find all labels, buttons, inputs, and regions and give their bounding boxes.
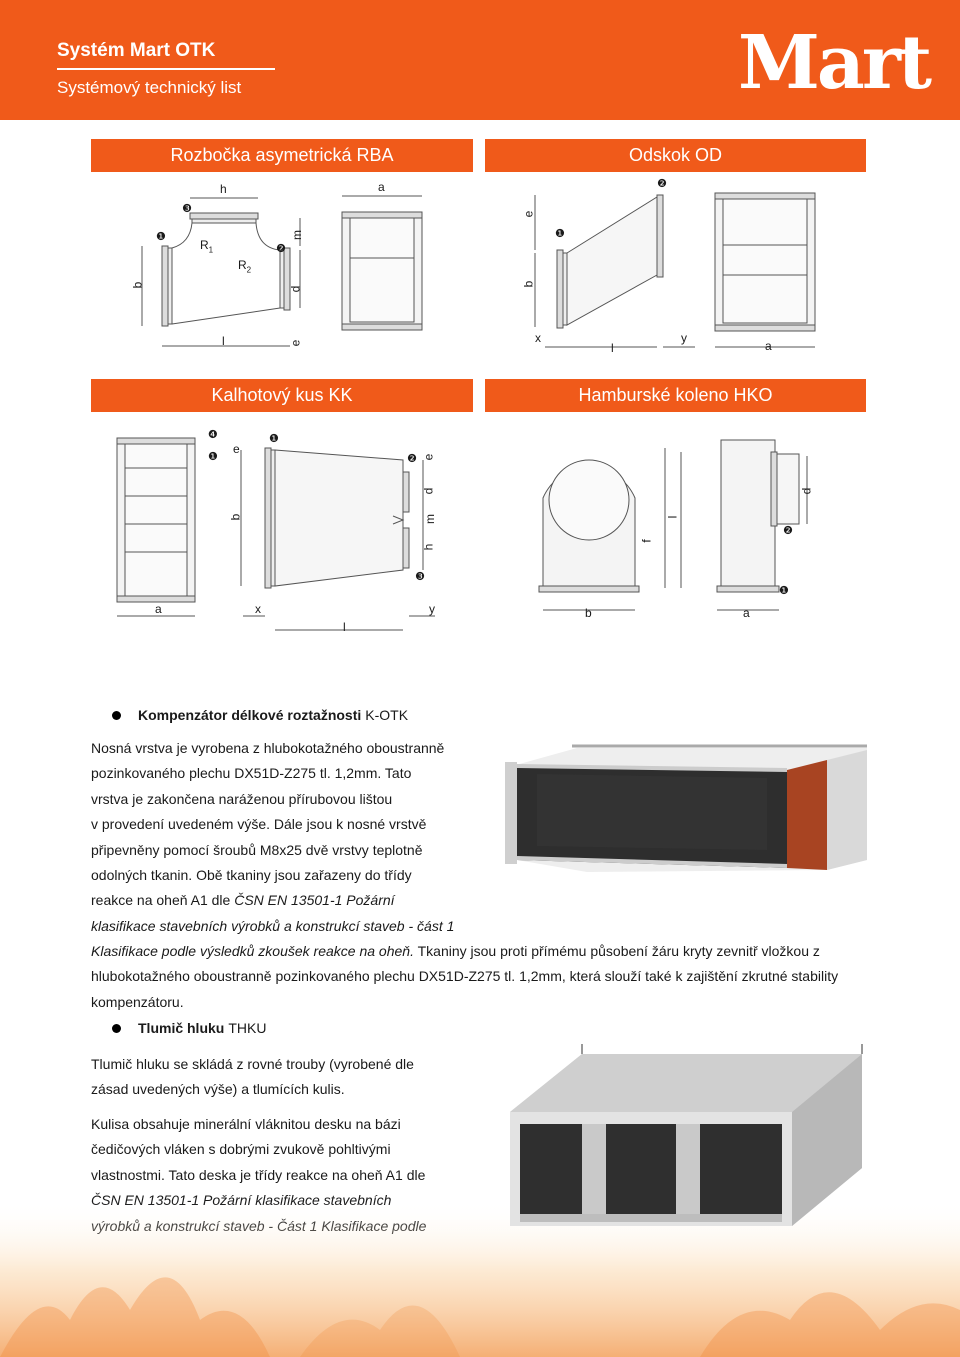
dim-label: a bbox=[378, 180, 385, 194]
dim-label: y bbox=[429, 602, 435, 616]
dim-label: e bbox=[421, 453, 436, 461]
text-line: Kulisa obsahuje minerální vláknitou desku na bázi bbox=[91, 1116, 401, 1132]
bullet-kotk bbox=[112, 707, 408, 723]
dim-label: d bbox=[288, 285, 303, 293]
kotk-paragraph-cont bbox=[91, 939, 871, 1015]
dim-label: h bbox=[421, 543, 436, 551]
section-title-kk: Kalhotový kus KK bbox=[91, 379, 473, 412]
dim-label: x bbox=[255, 602, 261, 616]
text-line: klasifikace stavebních výrobků a konstrukcí staveb - část 1 bbox=[91, 917, 455, 934]
text-line: Klasifikace podle výsledků zkoušek reakce na oheň. Tkaniny jsou proti přímému působení žáru kryty zevnitř vložkou z bbox=[91, 943, 820, 959]
dim-label: b bbox=[585, 606, 592, 620]
kk-diagram bbox=[115, 420, 455, 640]
bullet-title: Kompenzátor délkové roztažnosti bbox=[138, 707, 362, 723]
hko-diagram bbox=[535, 428, 835, 628]
text-line: Nosná vrstva je vyrobena z hlubokotažného oboustranně bbox=[91, 740, 445, 756]
text-line: v provedení uvedeném výše. Dále jsou k nosné vrstvě bbox=[91, 816, 427, 833]
text-line: pozinkovaného plechu DX51D-Z275 tl. 1,2mm. Tato bbox=[91, 765, 412, 782]
dim-label: b bbox=[130, 281, 145, 289]
bullet-dot-icon bbox=[112, 711, 121, 720]
kotk-photo bbox=[497, 740, 882, 895]
text-line: reakce na oheň A1 dle ČSN EN 13501-1 Požární bbox=[91, 892, 395, 909]
bullet-dot-icon bbox=[112, 1024, 121, 1033]
dim-label: f bbox=[639, 539, 654, 543]
kotk-paragraph bbox=[91, 736, 471, 939]
section-title-rba: Rozbočka asymetrická RBA bbox=[91, 139, 473, 172]
marker-1: ❶ bbox=[208, 451, 218, 463]
text-line: zásad uvedených výše) a tlumících kulis. bbox=[91, 1081, 345, 1098]
text-line: připevněny pomocí šroubů M8x25 dvě vrstvy teplotně bbox=[91, 841, 423, 858]
marker-1: ❶ bbox=[269, 433, 279, 445]
header-divider bbox=[57, 68, 275, 70]
r1-label: $R_1$ bbox=[200, 238, 214, 255]
dim-label: m bbox=[423, 514, 437, 524]
dim-label: b bbox=[228, 513, 243, 521]
marker-4: ❹ bbox=[208, 429, 218, 441]
header-subtitle: Systémový technický list bbox=[57, 78, 242, 97]
bullet-thku bbox=[112, 1020, 266, 1036]
dim-label: e bbox=[521, 210, 536, 218]
marker-3: ❸ bbox=[182, 203, 192, 215]
bullet-code: K-OTK bbox=[365, 707, 409, 723]
dim-label: h bbox=[220, 182, 227, 196]
marker-2: ❷ bbox=[657, 178, 667, 190]
dim-label: b bbox=[521, 280, 536, 288]
header-title: Systém Mart OTK bbox=[57, 40, 216, 61]
section-title-od: Odskok OD bbox=[485, 139, 866, 172]
dim-label: l bbox=[665, 515, 680, 519]
marker-1: ❶ bbox=[156, 231, 166, 243]
rba-diagram bbox=[120, 178, 460, 358]
dim-label: a bbox=[765, 339, 772, 353]
dim-label: a bbox=[743, 606, 750, 620]
marker-1: ❶ bbox=[779, 585, 789, 597]
text-line: vrstva je zakončena naráženou přírubovou lištou bbox=[91, 790, 393, 807]
dim-label: d bbox=[799, 487, 814, 495]
dim-label: y bbox=[681, 331, 687, 345]
text-line: čedičových vláken s dobrými zvukově pohltivými bbox=[91, 1141, 391, 1158]
text-line: hlubokotažného oboustranně pozinkovaného plechu DX51D-Z275 tl. 1,2mm, která slouží také k zajištění zkrutné stability bbox=[91, 968, 839, 985]
thku-paragraph-1 bbox=[91, 1052, 453, 1103]
dim-label: l bbox=[343, 620, 346, 634]
dim-label: d bbox=[421, 487, 436, 495]
dim-label: e bbox=[233, 442, 240, 456]
text-line: kompenzátoru. bbox=[91, 993, 184, 1010]
text-line: Tlumič hluku se skládá z rovné trouby (vyrobené dle bbox=[91, 1056, 414, 1072]
r2-label: $R_2$ bbox=[238, 258, 252, 275]
marker-2: ❷ bbox=[276, 243, 286, 255]
marker-1: ❶ bbox=[555, 228, 565, 240]
marker-2: ❷ bbox=[407, 453, 417, 465]
mart-logo: Mart bbox=[738, 20, 930, 106]
marker-3: ❸ bbox=[415, 571, 425, 583]
dim-label: e bbox=[288, 339, 303, 347]
text-line: vlastnostmi. Tato deska je třídy reakce na oheň A1 dle bbox=[91, 1166, 426, 1183]
bullet-code: THKU bbox=[228, 1020, 267, 1036]
text-line: odolných tkanin. Obě tkaniny jsou zařazeny do třídy bbox=[91, 867, 412, 884]
dim-label: a bbox=[155, 602, 162, 616]
dim-label: l bbox=[611, 341, 614, 355]
dim-label: x bbox=[535, 331, 541, 345]
dim-label: l bbox=[222, 334, 225, 348]
bullet-title: Tlumič hluku bbox=[138, 1020, 225, 1036]
page-header bbox=[0, 0, 960, 120]
thku-photo bbox=[490, 1040, 875, 1235]
section-title-hko: Hamburské koleno HKO bbox=[485, 379, 866, 412]
marker-2: ❷ bbox=[783, 525, 793, 537]
dim-label: m bbox=[290, 230, 304, 240]
od-diagram bbox=[515, 175, 835, 360]
